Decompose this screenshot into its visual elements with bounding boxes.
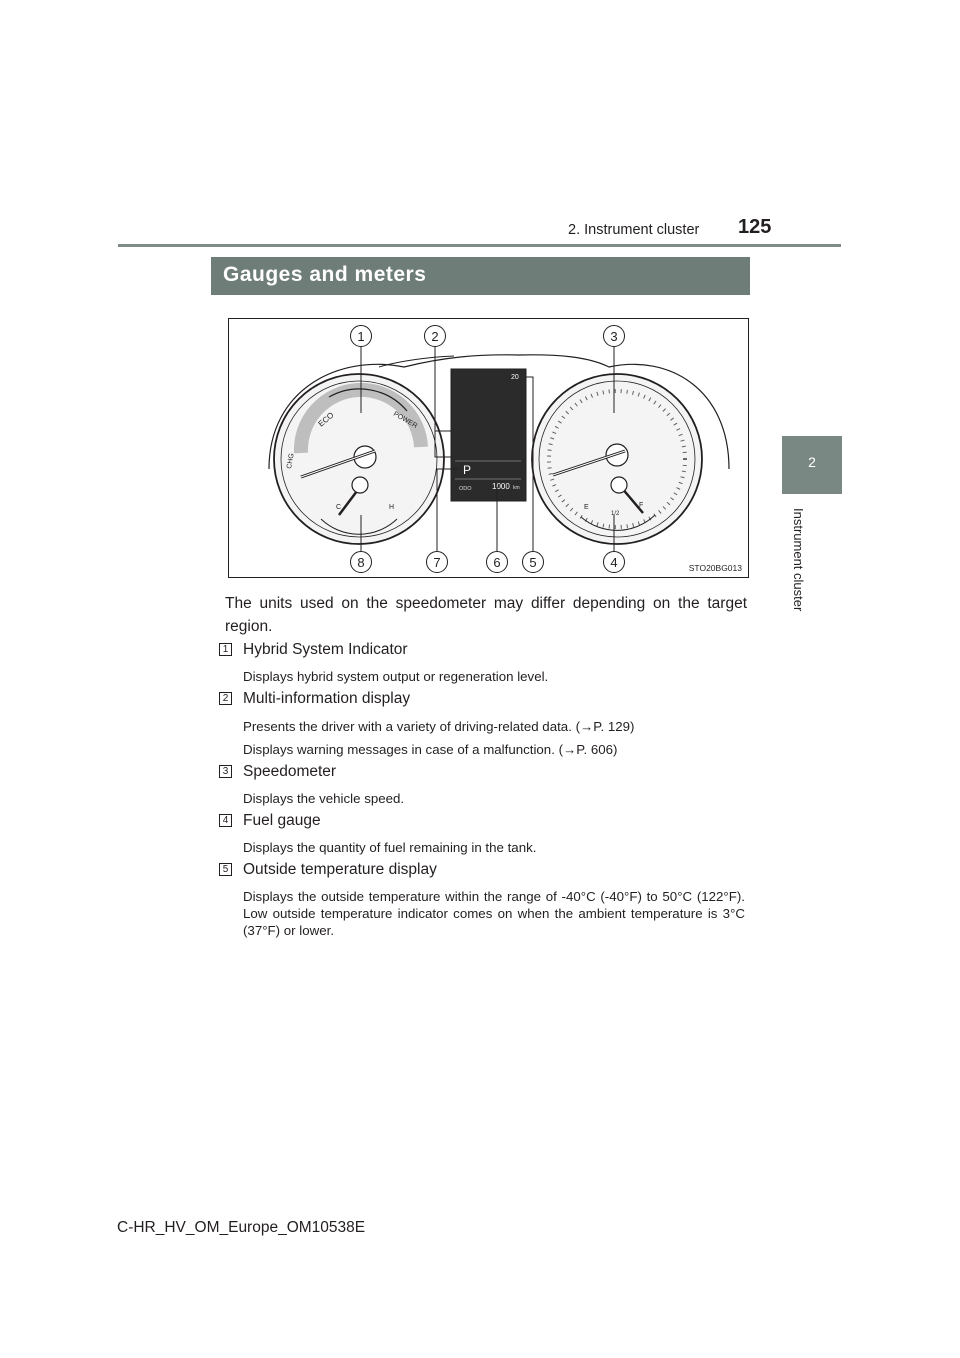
gear-indicator: P: [463, 463, 472, 477]
outside-temp: 20: [511, 374, 519, 381]
chapter-tab: [782, 436, 842, 494]
fuel-e-label: E: [584, 504, 589, 511]
multi-information-display: [451, 369, 526, 501]
svg-text:8: 8: [357, 555, 365, 570]
section-title: Gauges and meters: [223, 263, 427, 286]
figure-code: STO20BG013: [688, 563, 742, 573]
svg-text:1: 1: [357, 329, 365, 344]
item-description: Displays warning messages in case of a malfunction. (→P. 606): [243, 742, 618, 757]
item-title: Speedometer: [243, 763, 337, 780]
svg-text:3: 3: [610, 329, 618, 344]
temp-h-label: H: [389, 504, 395, 511]
item-number: 5: [219, 863, 232, 876]
fuel-half-label: 1/2: [611, 511, 620, 517]
item-title: Fuel gauge: [243, 812, 321, 829]
odo-unit: km: [513, 485, 520, 491]
item-title: Hybrid System Indicator: [243, 641, 408, 658]
eco-label: ECO: [316, 410, 336, 429]
hybrid-system-gauge: [274, 374, 444, 544]
chapter-tab-number: 2: [808, 454, 816, 470]
odo-value: 1000: [492, 482, 510, 491]
callout-7: [427, 552, 448, 573]
svg-text:7: 7: [433, 555, 441, 570]
item-description: Displays the outside temperature within the range of -40°C (-40°F) to 50°C (122°F). Low outside temperature indicator comes on when the ambient temperature is 3°C (37°F) or lower.: [243, 889, 745, 938]
instrument-cluster-illustration: [229, 319, 749, 578]
running-header-section: 2. Instrument cluster: [568, 222, 700, 238]
chg-label: CHG: [286, 452, 296, 470]
svg-text:5: 5: [529, 555, 537, 570]
callout-8: [351, 552, 372, 573]
fuel-f-label: F: [639, 502, 644, 509]
item-description: Displays hybrid system output or regeneration level.: [243, 669, 549, 684]
callout-4: [604, 552, 625, 573]
item-number: 2: [219, 692, 232, 705]
item-title: Multi-information display: [243, 690, 411, 707]
callout-3: [604, 326, 625, 347]
chapter-side-label: Instrument cluster: [791, 508, 806, 612]
callout-1: [351, 326, 372, 347]
power-label: POWER: [392, 410, 419, 430]
odo-label: ODO: [459, 486, 472, 492]
svg-text:4: 4: [610, 555, 618, 570]
callout-5: [523, 552, 544, 573]
svg-text:2: 2: [431, 329, 439, 344]
document-footer-code: C-HR_HV_OM_Europe_OM10538E: [117, 1219, 366, 1236]
speedometer-gauge: [532, 374, 702, 544]
intro-paragraph: The units used on the speedometer may differ depending on the target region.: [225, 595, 747, 635]
section-title-bar: [211, 257, 750, 295]
item-number: 4: [219, 814, 232, 827]
temp-c-label: C: [336, 504, 342, 511]
instrument-cluster-figure: [228, 318, 749, 578]
item-number: 3: [219, 765, 232, 778]
item-title: Outside temperature display: [243, 861, 437, 878]
page-number: 125: [738, 216, 772, 238]
item-description: Presents the driver with a variety of driving-related data. (→P. 129): [243, 719, 635, 734]
item-description: Displays the vehicle speed.: [243, 791, 405, 806]
svg-text:6: 6: [493, 555, 501, 570]
callout-2: [425, 326, 446, 347]
item-description: Displays the quantity of fuel remaining in the tank.: [243, 840, 537, 855]
header-rule: [118, 244, 841, 247]
callout-6: [487, 552, 508, 573]
item-number: 1: [219, 643, 232, 656]
